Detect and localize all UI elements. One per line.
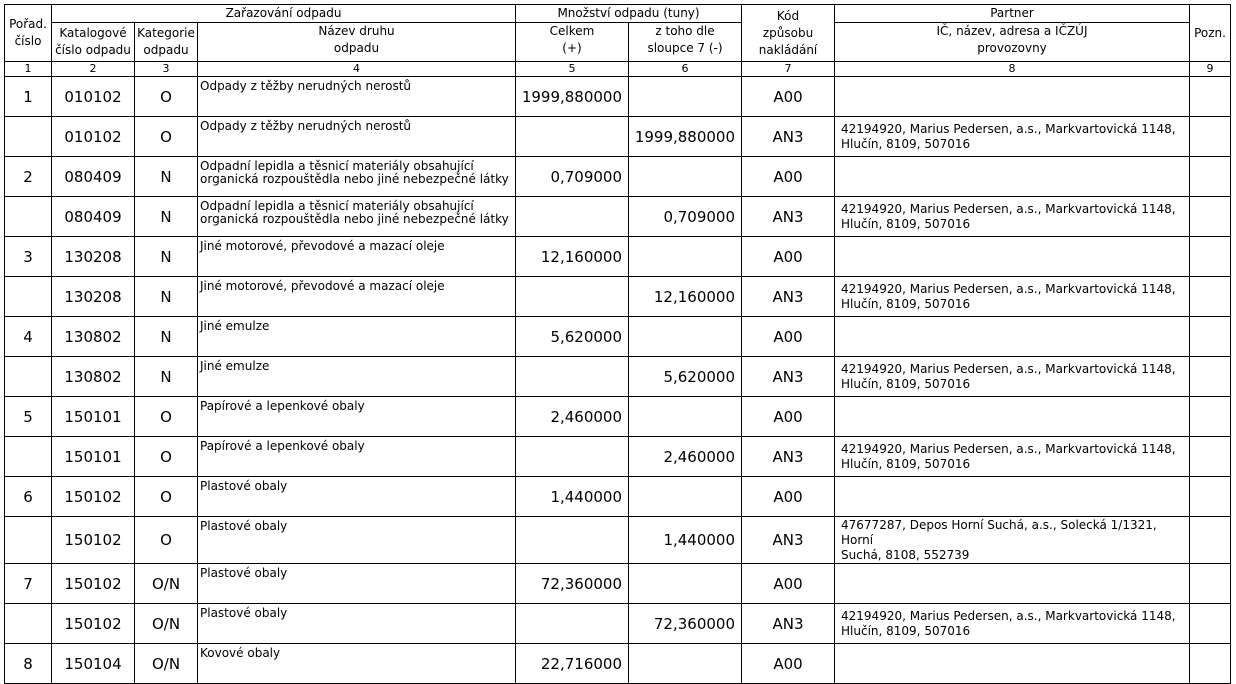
cell-celkem	[516, 604, 629, 644]
waste-name-line: Jiné motorové, převodové a mazací oleje	[200, 279, 445, 293]
cell-katalogove-cislo: 010102	[52, 77, 135, 117]
table-row	[5, 317, 1231, 357]
cell-kod: AN3	[742, 117, 835, 157]
cell-partner	[835, 397, 1190, 437]
cell-partner	[835, 564, 1190, 604]
cell-kategorie: O/N	[135, 564, 198, 604]
cell-partner	[835, 197, 1190, 237]
cell-kategorie: O	[135, 517, 198, 564]
waste-name-line: Papírové a lepenkové obaly	[200, 439, 365, 453]
cell-z-toho	[629, 157, 742, 197]
cell-poradi: 5	[5, 397, 52, 437]
header-mnozstvi-odpadu: Množství odpadu (tuny)	[516, 5, 742, 23]
cell-celkem: 0,709000	[516, 157, 629, 197]
table-row	[5, 77, 1231, 117]
waste-name-line: Papírové a lepenkové obaly	[200, 399, 365, 413]
cell-z-toho	[629, 644, 742, 684]
partner-line: 42194920, Marius Pedersen, a.s., Markvartovická 1148,	[841, 282, 1176, 296]
cell-poradi: 1	[5, 77, 52, 117]
cell-celkem: 1999,880000	[516, 77, 629, 117]
cell-partner	[835, 477, 1190, 517]
cell-partner	[835, 277, 1190, 317]
cell-poradi	[5, 437, 52, 477]
waste-name-line: Jiné emulze	[200, 359, 270, 373]
column-number: 6	[629, 62, 742, 77]
cell-z-toho: 1,440000	[629, 517, 742, 564]
cell-katalogove-cislo: 150102	[52, 604, 135, 644]
cell-katalogove-cislo: 150104	[52, 644, 135, 684]
header-nazev-druhu	[198, 23, 516, 62]
cell-z-toho: 0,709000	[629, 197, 742, 237]
table-row	[5, 477, 1231, 517]
cell-poradi: 4	[5, 317, 52, 357]
partner-line: 42194920, Marius Pedersen, a.s., Markvartovická 1148,	[841, 202, 1176, 216]
header-line: číslo	[14, 34, 42, 48]
waste-name-line: Plastové obaly	[200, 606, 288, 620]
cell-celkem: 5,620000	[516, 317, 629, 357]
cell-pozn	[1190, 77, 1231, 117]
cell-z-toho: 1999,880000	[629, 117, 742, 157]
table-row	[5, 397, 1231, 437]
cell-partner	[835, 357, 1190, 397]
cell-poradi	[5, 197, 52, 237]
cell-kategorie: O	[135, 77, 198, 117]
cell-kod: AN3	[742, 437, 835, 477]
cell-z-toho: 12,160000	[629, 277, 742, 317]
cell-pozn	[1190, 357, 1231, 397]
cell-kategorie: N	[135, 197, 198, 237]
cell-pozn	[1190, 477, 1231, 517]
cell-pozn	[1190, 564, 1231, 604]
cell-poradi: 3	[5, 237, 52, 277]
column-number: 2	[52, 62, 135, 77]
table-row	[5, 517, 1231, 564]
cell-poradi: 8	[5, 644, 52, 684]
header-line: provozovny	[977, 41, 1047, 55]
waste-name-line: Odpadní lepidla a těsnicí materiály obsahující	[200, 159, 474, 173]
cell-nazev-druhu	[198, 477, 516, 517]
header-line: (+)	[562, 41, 582, 55]
cell-nazev-druhu	[198, 437, 516, 477]
header-partner: Partner	[835, 5, 1190, 23]
cell-kategorie: O	[135, 397, 198, 437]
cell-poradi: 7	[5, 564, 52, 604]
cell-katalogove-cislo: 150102	[52, 564, 135, 604]
cell-nazev-druhu	[198, 77, 516, 117]
waste-name-line: Jiné motorové, převodové a mazací oleje	[200, 239, 445, 253]
table-row	[5, 437, 1231, 477]
cell-katalogove-cislo: 080409	[52, 157, 135, 197]
cell-pozn	[1190, 604, 1231, 644]
waste-name-line: Odpady z těžby nerudných nerostů	[200, 119, 412, 133]
cell-celkem: 1,440000	[516, 477, 629, 517]
cell-kod: AN3	[742, 517, 835, 564]
partner-line: 42194920, Marius Pedersen, a.s., Markvartovická 1148,	[841, 122, 1176, 136]
cell-kategorie: N	[135, 157, 198, 197]
cell-kod: AN3	[742, 604, 835, 644]
cell-z-toho	[629, 564, 742, 604]
cell-katalogove-cislo: 130802	[52, 357, 135, 397]
cell-kod: AN3	[742, 277, 835, 317]
cell-katalogove-cislo: 150101	[52, 437, 135, 477]
cell-poradi: 2	[5, 157, 52, 197]
cell-katalogove-cislo: 150102	[52, 517, 135, 564]
cell-kod: A00	[742, 237, 835, 277]
cell-z-toho	[629, 77, 742, 117]
table-row	[5, 277, 1231, 317]
table-row	[5, 604, 1231, 644]
cell-poradi	[5, 604, 52, 644]
cell-nazev-druhu	[198, 604, 516, 644]
partner-line: Hlučín, 8109, 507016	[841, 624, 971, 638]
cell-pozn	[1190, 317, 1231, 357]
header-line: Kód	[776, 8, 800, 23]
partner-line: Hlučín, 8109, 507016	[841, 297, 971, 311]
partner-line: Suchá, 8108, 552739	[841, 548, 970, 562]
header-line: způsobu	[762, 25, 814, 40]
cell-nazev-druhu	[198, 277, 516, 317]
waste-name-line: Kovové obaly	[200, 646, 281, 660]
cell-poradi	[5, 277, 52, 317]
cell-poradi: 6	[5, 477, 52, 517]
cell-katalogove-cislo: 150101	[52, 397, 135, 437]
waste-name-line: Plastové obaly	[200, 519, 288, 533]
cell-celkem: 22,716000	[516, 644, 629, 684]
waste-name-line: Jiné emulze	[200, 319, 270, 333]
cell-partner	[835, 117, 1190, 157]
waste-name-line: Plastové obaly	[200, 479, 288, 493]
cell-nazev-druhu	[198, 197, 516, 237]
partner-line: Hlučín, 8109, 507016	[841, 137, 971, 151]
header-kod	[742, 5, 835, 62]
column-number: 4	[198, 62, 516, 77]
header-katalogove-cislo	[52, 23, 135, 62]
cell-kod: A00	[742, 157, 835, 197]
cell-kod: A00	[742, 77, 835, 117]
cell-z-toho: 2,460000	[629, 437, 742, 477]
column-number: 8	[835, 62, 1190, 77]
cell-celkem	[516, 517, 629, 564]
cell-katalogove-cislo: 130208	[52, 237, 135, 277]
header-line: Katalogové	[59, 26, 127, 40]
header-pozn: Pozn.	[1190, 5, 1231, 62]
partner-line: 42194920, Marius Pedersen, a.s., Markvartovická 1148,	[841, 609, 1176, 623]
cell-pozn	[1190, 157, 1231, 197]
header-line: Název druhu	[318, 24, 395, 38]
cell-poradi	[5, 357, 52, 397]
cell-z-toho	[629, 317, 742, 357]
cell-z-toho	[629, 477, 742, 517]
cell-z-toho	[629, 397, 742, 437]
header-line: IČ, název, adresa a IČZÚJ	[936, 24, 1088, 38]
cell-pozn	[1190, 197, 1231, 237]
cell-celkem	[516, 117, 629, 157]
header-celkem	[516, 23, 629, 62]
partner-line: 47677287, Depos Horní Suchá, a.s., Solecká 1/1321, Horní	[841, 518, 1157, 547]
cell-nazev-druhu	[198, 157, 516, 197]
table-row	[5, 644, 1231, 684]
cell-pozn	[1190, 397, 1231, 437]
table-row	[5, 357, 1231, 397]
partner-line: Hlučín, 8109, 507016	[841, 217, 971, 231]
cell-kod: A00	[742, 397, 835, 437]
header-partner-detail	[835, 23, 1190, 62]
cell-celkem	[516, 357, 629, 397]
cell-z-toho: 72,360000	[629, 604, 742, 644]
cell-katalogove-cislo: 080409	[52, 197, 135, 237]
cell-nazev-druhu	[198, 397, 516, 437]
cell-kategorie: N	[135, 277, 198, 317]
cell-katalogove-cislo: 150102	[52, 477, 135, 517]
cell-partner	[835, 644, 1190, 684]
waste-table	[4, 4, 1231, 684]
cell-kategorie: N	[135, 357, 198, 397]
header-line: odpadu	[333, 41, 380, 55]
column-number: 7	[742, 62, 835, 77]
cell-pozn	[1190, 517, 1231, 564]
table-row	[5, 117, 1231, 157]
waste-name-line: organická rozpouštědla nebo jiné nebezpečné látky	[200, 212, 509, 226]
waste-name-line: Plastové obaly	[200, 566, 288, 580]
cell-z-toho	[629, 237, 742, 277]
cell-kategorie: O	[135, 117, 198, 157]
cell-kategorie: O/N	[135, 644, 198, 684]
cell-kod: A00	[742, 644, 835, 684]
cell-kategorie: N	[135, 237, 198, 277]
header-zarazovani-odpadu: Zařazování odpadu	[52, 5, 516, 23]
cell-celkem	[516, 277, 629, 317]
table-row	[5, 237, 1231, 277]
column-number: 5	[516, 62, 629, 77]
cell-partner	[835, 77, 1190, 117]
cell-poradi	[5, 517, 52, 564]
partner-line: Hlučín, 8109, 507016	[841, 377, 971, 391]
partner-line: 42194920, Marius Pedersen, a.s., Markvartovická 1148,	[841, 362, 1176, 376]
column-number: 3	[135, 62, 198, 77]
waste-name-line: Odpadní lepidla a těsnicí materiály obsahující	[200, 199, 474, 213]
header-line: nakládání	[758, 42, 818, 57]
cell-partner	[835, 237, 1190, 277]
cell-katalogove-cislo: 010102	[52, 117, 135, 157]
cell-partner	[835, 437, 1190, 477]
cell-celkem: 72,360000	[516, 564, 629, 604]
cell-kod: AN3	[742, 357, 835, 397]
header-line: z toho dle	[655, 24, 715, 38]
cell-nazev-druhu	[198, 644, 516, 684]
cell-partner	[835, 604, 1190, 644]
cell-pozn	[1190, 644, 1231, 684]
cell-pozn	[1190, 277, 1231, 317]
partner-line: Hlučín, 8109, 507016	[841, 457, 971, 471]
header-line: sloupce 7 (-)	[647, 41, 723, 55]
cell-nazev-druhu	[198, 237, 516, 277]
cell-kod: A00	[742, 477, 835, 517]
table-row	[5, 157, 1231, 197]
waste-name-line: organická rozpouštědla nebo jiné nebezpečné látky	[200, 172, 509, 186]
column-number: 1	[5, 62, 52, 77]
table-row	[5, 564, 1231, 604]
partner-line: 42194920, Marius Pedersen, a.s., Markvartovická 1148,	[841, 442, 1176, 456]
header-kategorie	[135, 23, 198, 62]
cell-kod: A00	[742, 564, 835, 604]
cell-nazev-druhu	[198, 117, 516, 157]
table-row	[5, 197, 1231, 237]
cell-pozn	[1190, 437, 1231, 477]
cell-kategorie: O/N	[135, 604, 198, 644]
header-line: Pořad.	[9, 17, 47, 31]
cell-kod: A00	[742, 317, 835, 357]
cell-nazev-druhu	[198, 564, 516, 604]
header-line: Kategorie	[137, 26, 195, 40]
cell-katalogove-cislo: 130208	[52, 277, 135, 317]
header-line: Celkem	[549, 24, 595, 38]
cell-kategorie: N	[135, 317, 198, 357]
cell-katalogove-cislo: 130802	[52, 317, 135, 357]
cell-celkem	[516, 197, 629, 237]
cell-kategorie: O	[135, 477, 198, 517]
cell-kategorie: O	[135, 437, 198, 477]
header-z-toho	[629, 23, 742, 62]
cell-celkem: 2,460000	[516, 397, 629, 437]
cell-partner	[835, 517, 1190, 564]
cell-nazev-druhu	[198, 357, 516, 397]
cell-partner	[835, 157, 1190, 197]
cell-partner	[835, 317, 1190, 357]
cell-pozn	[1190, 237, 1231, 277]
cell-kod: AN3	[742, 197, 835, 237]
header-line: číslo odpadu	[55, 43, 131, 57]
cell-nazev-druhu	[198, 517, 516, 564]
cell-celkem	[516, 437, 629, 477]
cell-nazev-druhu	[198, 317, 516, 357]
waste-name-line: Odpady z těžby nerudných nerostů	[200, 79, 412, 93]
header-line: odpadu	[143, 43, 189, 57]
cell-pozn	[1190, 117, 1231, 157]
cell-poradi	[5, 117, 52, 157]
header-poradove-cislo	[5, 5, 52, 62]
column-number-row	[5, 62, 1231, 77]
cell-celkem: 12,160000	[516, 237, 629, 277]
column-number: 9	[1190, 62, 1231, 77]
cell-z-toho: 5,620000	[629, 357, 742, 397]
